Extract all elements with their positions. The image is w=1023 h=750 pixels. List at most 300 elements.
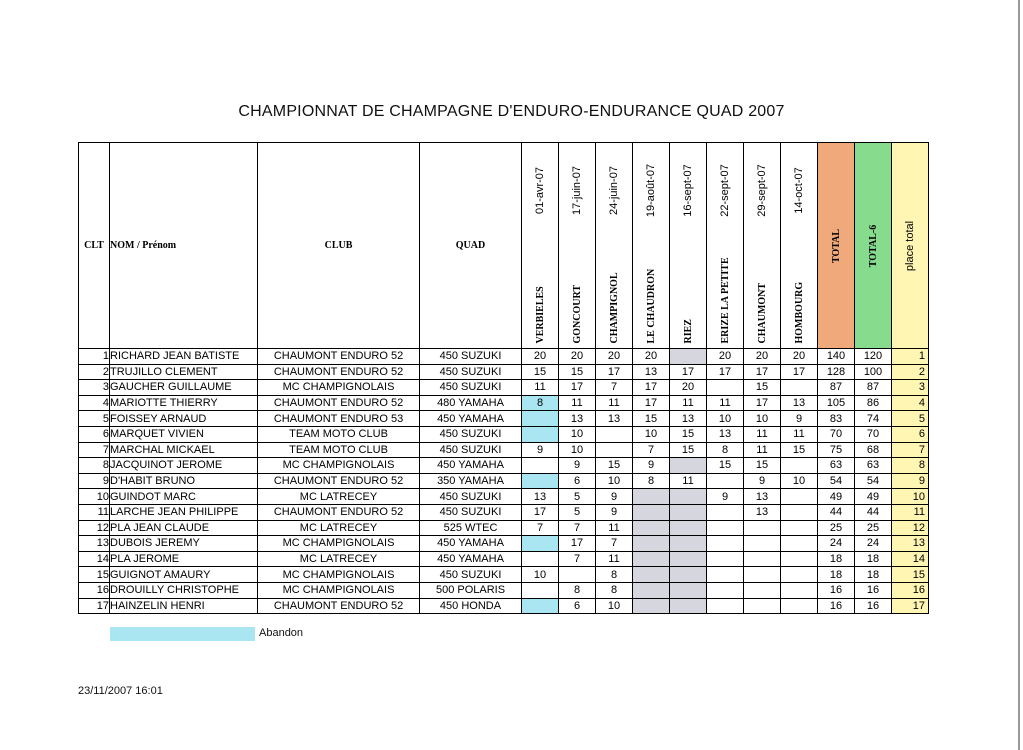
race-score-cell — [670, 536, 707, 552]
total-minus-6-cell: 68 — [855, 442, 892, 458]
race-score-cell: 5 — [559, 489, 596, 505]
name-cell: JACQUINOT JEROME — [110, 458, 258, 474]
race-score-cell — [781, 582, 818, 598]
place-cell: 1 — [892, 349, 929, 365]
header-place-total: place total — [892, 143, 929, 349]
place-cell: 9 — [892, 473, 929, 489]
race-score-cell — [633, 551, 670, 567]
rank-cell: 16 — [79, 582, 110, 598]
race-score-cell: 7 — [522, 520, 559, 536]
name-cell: PLA JEAN CLAUDE — [110, 520, 258, 536]
club-cell: MC CHAMPIGNOLAIS — [258, 380, 420, 396]
quad-cell: 350 YAMAHA — [420, 473, 522, 489]
club-cell: CHAUMONT ENDURO 52 — [258, 473, 420, 489]
total-minus-6-cell: 16 — [855, 598, 892, 614]
table-row — [79, 520, 929, 536]
race-score-cell: 13 — [781, 395, 818, 411]
total-cell: 83 — [818, 411, 855, 427]
race-score-cell — [670, 582, 707, 598]
race-score-cell — [633, 598, 670, 614]
race-score-cell — [744, 536, 781, 552]
race-name: VERBIELES — [534, 285, 546, 343]
race-score-cell: 11 — [781, 426, 818, 442]
race-score-cell: 10 — [596, 598, 633, 614]
name-cell: MARQUET VIVIEN — [110, 426, 258, 442]
race-score-cell: 11 — [670, 395, 707, 411]
page-title: CHAMPIONNAT DE CHAMPAGNE D'ENDURO-ENDURANCE QUAD 2007 — [238, 103, 785, 120]
table-row — [79, 349, 929, 365]
race-score-cell: 20 — [744, 349, 781, 365]
place-cell: 6 — [892, 426, 929, 442]
name-cell: GUIGNOT AMAURY — [110, 567, 258, 583]
race-score-cell — [596, 442, 633, 458]
place-cell: 4 — [892, 395, 929, 411]
quad-cell: 450 YAMAHA — [420, 411, 522, 427]
race-score-cell: 7 — [596, 536, 633, 552]
total-minus-6-cell: 120 — [855, 349, 892, 365]
race-score-cell: 20 — [522, 349, 559, 365]
race-score-cell — [781, 504, 818, 520]
abandon-legend-swatch — [110, 627, 255, 641]
name-cell: GAUCHER GUILLAUME — [110, 380, 258, 396]
total-minus-6-cell: 25 — [855, 520, 892, 536]
race-score-cell: 11 — [596, 395, 633, 411]
race-score-cell: 20 — [670, 380, 707, 396]
total-cell: 18 — [818, 551, 855, 567]
race-score-cell — [522, 473, 559, 489]
race-score-cell: 8 — [707, 442, 744, 458]
race-score-cell: 11 — [596, 551, 633, 567]
total-minus-6-cell: 18 — [855, 551, 892, 567]
race-score-cell — [707, 582, 744, 598]
rank-cell: 13 — [79, 536, 110, 552]
place-cell: 7 — [892, 442, 929, 458]
race-score-cell: 13 — [522, 489, 559, 505]
total-minus-6-cell: 44 — [855, 504, 892, 520]
table-row — [79, 504, 929, 520]
total-cell: 16 — [818, 598, 855, 614]
race-date: 29-sept-07 — [756, 163, 768, 217]
total-minus-6-cell: 87 — [855, 380, 892, 396]
race-score-cell: 15 — [670, 426, 707, 442]
club-cell: MC LATRECEY — [258, 551, 420, 567]
table-row — [79, 426, 929, 442]
table-row — [79, 567, 929, 583]
quad-cell: 450 YAMAHA — [420, 458, 522, 474]
race-score-cell: 11 — [744, 442, 781, 458]
race-score-cell: 20 — [596, 349, 633, 365]
total-minus-6-cell: 54 — [855, 473, 892, 489]
race-score-cell: 20 — [559, 349, 596, 365]
race-score-cell — [633, 567, 670, 583]
header-quad: QUAD — [420, 143, 522, 349]
race-score-cell: 17 — [781, 364, 818, 380]
race-score-cell — [522, 551, 559, 567]
race-score-cell — [670, 520, 707, 536]
race-score-cell: 8 — [596, 582, 633, 598]
race-score-cell: 11 — [559, 395, 596, 411]
club-cell: TEAM MOTO CLUB — [258, 442, 420, 458]
club-cell: CHAUMONT ENDURO 52 — [258, 364, 420, 380]
race-score-cell: 15 — [744, 380, 781, 396]
race-score-cell: 10 — [744, 411, 781, 427]
header-row — [79, 143, 929, 349]
club-cell: MC CHAMPIGNOLAIS — [258, 567, 420, 583]
race-score-cell — [781, 380, 818, 396]
race-score-cell: 17 — [559, 380, 596, 396]
race-score-cell: 9 — [596, 504, 633, 520]
race-score-cell — [670, 598, 707, 614]
club-cell: MC LATRECEY — [258, 520, 420, 536]
total-minus-6-cell: 24 — [855, 536, 892, 552]
club-cell: CHAUMONT ENDURO 52 — [258, 504, 420, 520]
rank-cell: 15 — [79, 567, 110, 583]
place-cell: 3 — [892, 380, 929, 396]
table-row — [79, 364, 929, 380]
race-score-cell: 15 — [670, 442, 707, 458]
header-race-2 — [559, 143, 596, 349]
total-cell: 25 — [818, 520, 855, 536]
header-race-5 — [670, 143, 707, 349]
table-row — [79, 473, 929, 489]
race-score-cell: 15 — [559, 364, 596, 380]
total-cell: 24 — [818, 536, 855, 552]
header-club: CLUB — [258, 143, 420, 349]
place-cell: 14 — [892, 551, 929, 567]
race-date: 22-sept-07 — [719, 163, 731, 217]
header-total-minus-6: TOTAL-6 — [855, 143, 892, 349]
race-date: 17-juin-07 — [571, 165, 583, 215]
race-score-cell: 20 — [633, 349, 670, 365]
quad-cell: 450 SUZUKI — [420, 489, 522, 505]
race-score-cell: 6 — [559, 473, 596, 489]
race-score-cell — [781, 567, 818, 583]
race-score-cell: 9 — [781, 411, 818, 427]
race-score-cell — [522, 582, 559, 598]
footer-datetime: 23/11/2007 16:01 — [78, 685, 163, 697]
header-name: NOM / Prénom — [110, 143, 258, 349]
table-row — [79, 598, 929, 614]
rank-cell: 12 — [79, 520, 110, 536]
race-score-cell: 17 — [596, 364, 633, 380]
total-cell: 70 — [818, 426, 855, 442]
total-cell: 128 — [818, 364, 855, 380]
race-name: HOMBOURG — [793, 281, 805, 343]
race-score-cell — [781, 536, 818, 552]
name-cell: FOISSEY ARNAUD — [110, 411, 258, 427]
total-minus-6-cell: 18 — [855, 567, 892, 583]
results-body — [79, 349, 929, 614]
race-score-cell: 11 — [707, 395, 744, 411]
race-score-cell — [744, 567, 781, 583]
race-name: CHAUMONT — [756, 282, 768, 343]
race-score-cell: 6 — [559, 598, 596, 614]
quad-cell: 500 POLARIS — [420, 582, 522, 598]
club-cell: CHAUMONT ENDURO 52 — [258, 598, 420, 614]
table-row — [79, 380, 929, 396]
place-cell: 10 — [892, 489, 929, 505]
header-total: TOTAL — [818, 143, 855, 349]
race-score-cell — [670, 489, 707, 505]
race-score-cell: 17 — [633, 380, 670, 396]
name-cell: HAINZELIN HENRI — [110, 598, 258, 614]
race-score-cell: 17 — [744, 395, 781, 411]
race-score-cell: 13 — [707, 426, 744, 442]
race-score-cell: 10 — [707, 411, 744, 427]
quad-cell: 450 SUZUKI — [420, 380, 522, 396]
header-clt: CLT — [79, 143, 110, 349]
total-cell: 18 — [818, 567, 855, 583]
race-score-cell — [781, 598, 818, 614]
header-race-4 — [633, 143, 670, 349]
table-row — [79, 551, 929, 567]
race-score-cell: 10 — [559, 442, 596, 458]
rank-cell: 2 — [79, 364, 110, 380]
race-score-cell: 7 — [559, 551, 596, 567]
quad-cell: 480 YAMAHA — [420, 395, 522, 411]
rank-cell: 17 — [79, 598, 110, 614]
total-cell: 16 — [818, 582, 855, 598]
name-cell: DUBOIS JEREMY — [110, 536, 258, 552]
race-score-cell — [744, 598, 781, 614]
race-score-cell — [707, 473, 744, 489]
total-cell: 63 — [818, 458, 855, 474]
race-score-cell: 15 — [633, 411, 670, 427]
name-cell: TRUJILLO CLEMENT — [110, 364, 258, 380]
quad-cell: 450 SUZUKI — [420, 349, 522, 365]
race-score-cell — [522, 426, 559, 442]
abandon-legend-label: Abandon — [259, 627, 304, 639]
race-score-cell: 10 — [633, 426, 670, 442]
name-cell: PLA JEROME — [110, 551, 258, 567]
name-cell: MARIOTTE THIERRY — [110, 395, 258, 411]
club-cell: CHAUMONT ENDURO 52 — [258, 349, 420, 365]
place-cell: 15 — [892, 567, 929, 583]
race-score-cell: 17 — [744, 364, 781, 380]
total-minus-6-cell: 16 — [855, 582, 892, 598]
rank-cell: 14 — [79, 551, 110, 567]
rank-cell: 3 — [79, 380, 110, 396]
place-cell: 5 — [892, 411, 929, 427]
results-table — [78, 142, 929, 614]
place-cell: 12 — [892, 520, 929, 536]
rank-cell: 7 — [79, 442, 110, 458]
race-score-cell: 15 — [744, 458, 781, 474]
race-name: GONCOURT — [571, 284, 583, 343]
race-score-cell: 8 — [633, 473, 670, 489]
race-score-cell: 9 — [744, 473, 781, 489]
race-score-cell: 10 — [781, 473, 818, 489]
race-name: ERIZE LA PETITE — [719, 256, 731, 343]
race-score-cell — [670, 504, 707, 520]
race-name: CHAMPIGNOL — [608, 271, 620, 343]
race-score-cell — [522, 411, 559, 427]
rank-cell: 10 — [79, 489, 110, 505]
header-race-8 — [781, 143, 818, 349]
race-score-cell — [707, 504, 744, 520]
header-race-7 — [744, 143, 781, 349]
race-score-cell: 17 — [707, 364, 744, 380]
name-cell: DROUILLY CHRISTOPHE — [110, 582, 258, 598]
race-score-cell: 7 — [633, 442, 670, 458]
race-date: 24-juin-07 — [608, 165, 620, 215]
race-score-cell: 7 — [596, 380, 633, 396]
race-score-cell: 10 — [559, 426, 596, 442]
race-score-cell — [670, 551, 707, 567]
club-cell: CHAUMONT ENDURO 52 — [258, 395, 420, 411]
race-score-cell — [781, 551, 818, 567]
race-score-cell: 13 — [744, 504, 781, 520]
quad-cell: 450 SUZUKI — [420, 426, 522, 442]
total-minus-6-cell: 86 — [855, 395, 892, 411]
name-cell: GUINDOT MARC — [110, 489, 258, 505]
race-score-cell — [707, 551, 744, 567]
race-score-cell: 11 — [596, 520, 633, 536]
rank-cell: 8 — [79, 458, 110, 474]
race-score-cell — [633, 489, 670, 505]
race-score-cell: 13 — [670, 411, 707, 427]
table-row — [79, 395, 929, 411]
race-score-cell: 9 — [559, 458, 596, 474]
club-cell: MC CHAMPIGNOLAIS — [258, 582, 420, 598]
race-score-cell — [744, 551, 781, 567]
race-score-cell — [522, 458, 559, 474]
total-minus-6-cell: 49 — [855, 489, 892, 505]
race-score-cell — [781, 489, 818, 505]
race-score-cell: 11 — [522, 380, 559, 396]
quad-cell: 450 YAMAHA — [420, 551, 522, 567]
name-cell: D'HABIT BRUNO — [110, 473, 258, 489]
race-score-cell — [670, 349, 707, 365]
race-score-cell: 10 — [522, 567, 559, 583]
rank-cell: 6 — [79, 426, 110, 442]
race-score-cell — [744, 582, 781, 598]
race-score-cell — [707, 536, 744, 552]
name-cell: LARCHE JEAN PHILIPPE — [110, 504, 258, 520]
race-score-cell: 11 — [744, 426, 781, 442]
race-score-cell: 5 — [559, 504, 596, 520]
race-score-cell — [707, 567, 744, 583]
race-score-cell — [707, 598, 744, 614]
race-score-cell — [596, 426, 633, 442]
race-score-cell — [633, 582, 670, 598]
race-score-cell — [522, 598, 559, 614]
race-score-cell — [633, 504, 670, 520]
club-cell: TEAM MOTO CLUB — [258, 426, 420, 442]
race-score-cell: 9 — [596, 489, 633, 505]
place-cell: 8 — [892, 458, 929, 474]
club-cell: MC CHAMPIGNOLAIS — [258, 536, 420, 552]
race-date: 14-oct-07 — [793, 166, 805, 214]
race-score-cell: 13 — [596, 411, 633, 427]
race-date: 16-sept-07 — [682, 163, 694, 217]
quad-cell: 450 HONDA — [420, 598, 522, 614]
table-row — [79, 442, 929, 458]
race-score-cell: 9 — [633, 458, 670, 474]
place-cell: 13 — [892, 536, 929, 552]
race-score-cell: 15 — [596, 458, 633, 474]
quad-cell: 450 SUZUKI — [420, 364, 522, 380]
race-score-cell — [781, 458, 818, 474]
total-minus-6-cell: 63 — [855, 458, 892, 474]
race-score-cell: 9 — [522, 442, 559, 458]
race-score-cell — [707, 520, 744, 536]
total-minus-6-cell: 70 — [855, 426, 892, 442]
club-cell: CHAUMONT ENDURO 53 — [258, 411, 420, 427]
race-score-cell — [522, 536, 559, 552]
race-score-cell: 13 — [559, 411, 596, 427]
quad-cell: 525 WTEC — [420, 520, 522, 536]
race-score-cell: 10 — [596, 473, 633, 489]
rank-cell: 11 — [79, 504, 110, 520]
place-cell: 17 — [892, 598, 929, 614]
race-score-cell — [559, 567, 596, 583]
race-score-cell: 13 — [633, 364, 670, 380]
race-score-cell — [633, 536, 670, 552]
total-cell: 54 — [818, 473, 855, 489]
header-race-3 — [596, 143, 633, 349]
race-date: 19-août-07 — [645, 163, 657, 217]
race-score-cell — [707, 380, 744, 396]
table-row — [79, 582, 929, 598]
total-minus-6-cell: 100 — [855, 364, 892, 380]
race-score-cell: 8 — [522, 395, 559, 411]
table-row — [79, 489, 929, 505]
place-cell: 2 — [892, 364, 929, 380]
race-score-cell: 8 — [596, 567, 633, 583]
race-score-cell: 11 — [670, 473, 707, 489]
race-score-cell — [744, 520, 781, 536]
total-cell: 105 — [818, 395, 855, 411]
place-cell: 11 — [892, 504, 929, 520]
race-score-cell: 13 — [744, 489, 781, 505]
race-score-cell: 15 — [781, 442, 818, 458]
total-cell: 75 — [818, 442, 855, 458]
header-race-1 — [522, 143, 559, 349]
quad-cell: 450 YAMAHA — [420, 536, 522, 552]
quad-cell: 450 SUZUKI — [420, 504, 522, 520]
race-name: RIEZ — [682, 318, 694, 343]
table-row — [79, 458, 929, 474]
rank-cell: 9 — [79, 473, 110, 489]
total-cell: 44 — [818, 504, 855, 520]
table-row — [79, 411, 929, 427]
rank-cell: 1 — [79, 349, 110, 365]
race-score-cell: 17 — [559, 536, 596, 552]
total-cell: 140 — [818, 349, 855, 365]
race-score-cell: 17 — [522, 504, 559, 520]
race-score-cell: 9 — [707, 489, 744, 505]
race-score-cell — [781, 520, 818, 536]
name-cell: MARCHAL MICKAEL — [110, 442, 258, 458]
club-cell: MC LATRECEY — [258, 489, 420, 505]
quad-cell: 450 SUZUKI — [420, 567, 522, 583]
race-date: 01-avr-07 — [534, 166, 546, 214]
quad-cell: 450 SUZUKI — [420, 442, 522, 458]
header-race-6 — [707, 143, 744, 349]
race-score-cell: 15 — [522, 364, 559, 380]
place-cell: 16 — [892, 582, 929, 598]
race-score-cell — [633, 520, 670, 536]
race-score-cell: 20 — [781, 349, 818, 365]
race-score-cell: 17 — [670, 364, 707, 380]
race-score-cell: 15 — [707, 458, 744, 474]
race-score-cell: 7 — [559, 520, 596, 536]
race-score-cell: 17 — [633, 395, 670, 411]
total-cell: 49 — [818, 489, 855, 505]
club-cell: MC CHAMPIGNOLAIS — [258, 458, 420, 474]
rank-cell: 5 — [79, 411, 110, 427]
